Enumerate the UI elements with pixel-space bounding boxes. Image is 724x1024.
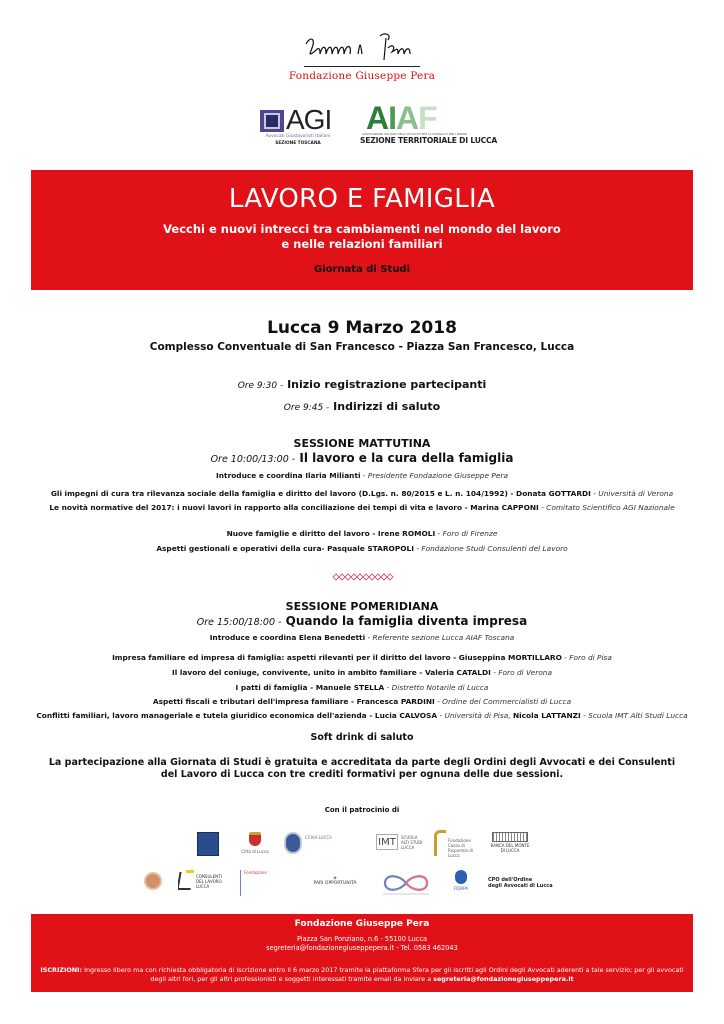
agi-logo-section: SEZIONE TOSCANA	[275, 141, 321, 146]
morning-session-time	[0, 451, 724, 465]
schedule-label: Indirizzi di saluto	[333, 400, 441, 413]
cpo-avvocati-logo: CPO dell'Ordine degli Avvocati di Lucca	[488, 877, 553, 889]
aiaf-logo-section: SEZIONE TERRITORIALE DI LUCCA	[360, 136, 498, 145]
event-type: Giornata di Studi	[313, 264, 411, 275]
talk-line: Il lavoro del coniuge, convivente, unito in ambito familiare - Valeria CATALDI - Foro di Verona	[172, 668, 552, 677]
agi-mark-icon	[260, 110, 284, 132]
patronage-label: Con il patrocinio di	[324, 806, 400, 814]
infinity-logo	[377, 870, 435, 896]
fondazione-crl-logo: Fondazione Cassa di Risparmio di Lucca	[432, 830, 476, 858]
schedule-label: Inizio registrazione partecipanti	[287, 378, 487, 391]
aiaf-logo	[360, 100, 498, 152]
schedule-time: Ore 9:45 -	[283, 403, 330, 413]
fondazione-logo-small: Fondazione	[240, 870, 268, 896]
afternoon-time: Ore 15:00/18:00 -	[196, 617, 282, 628]
event-title: LAVORO E FAMIGLIA	[228, 184, 496, 214]
afternoon-session-time	[0, 614, 724, 628]
title-banner	[31, 170, 693, 290]
afternoon-topic: Quando la famiglia diventa impresa	[285, 614, 528, 628]
footer-address: Piazza San Ponziano, n.6 - 55100 Lucca	[296, 935, 428, 943]
consulenti-lavoro-logo: CONSULENTI DEL LAVORO LUCCA	[178, 870, 226, 894]
soft-drink-note: Soft drink di saluto	[310, 732, 414, 743]
signature-underline	[304, 66, 420, 67]
event-subtitle-line-1: Vecchi e nuovi intrecci tra cambiamenti nel mondo del lavoro	[163, 222, 561, 236]
aiaf-logo-tagline: ASSOCIAZIONE ITALIANA DEGLI AVVOCATI PER LA FAMIGLIA E PER I MINORI	[362, 132, 468, 136]
footer-contact[interactable]: segreteria@fondazionegiuseppepera.it - Tel. 0583 462043	[266, 944, 458, 952]
talk-line: Gli impegni di cura tra rilevanza sociale della famiglia e diritto del lavoro (D.Lgs. n. 80/2015 e L. n. 104/1992) - Donata GOTTARDI - Università di Verona	[50, 489, 674, 498]
morning-topic: Il lavoro e la cura della famiglia	[299, 451, 514, 465]
registration-info	[37, 966, 687, 984]
talk-line: Introduce e coordina Ilaria Milianti - Presidente Fondazione Giuseppe Pera	[216, 471, 508, 480]
talk-line: Aspetti gestionali e operativi della cura- Pasquale STAROPOLI - Fondazione Studi Consulenti del Lavoro	[156, 544, 568, 553]
pari-opportunita-logo: ✦ PARI OPPORTUNITÀ	[313, 876, 357, 886]
registration-email-link[interactable]: segreteria@fondazionegiuseppepera.it	[433, 975, 574, 983]
talk-line: I patti di famiglia - Manuele STELLA - Distretto Notarile di Lucca	[235, 683, 489, 692]
schedule-item	[0, 400, 724, 413]
event-date: Lucca 9 Marzo 2018	[267, 318, 457, 338]
event-subtitle-line-2: e nelle relazioni familiari	[281, 237, 443, 251]
accreditation-notice: La partecipazione alla Giornata di Studi è gratuita e accreditata da parte degli Ordini degli Avvocati e dei Consulenti del Lavoro di Lucca con tre crediti formativi per ognuna delle due sessioni.	[48, 757, 676, 780]
morning-time: Ore 10:00/13:00 -	[210, 454, 296, 465]
talk-line: Introduce e coordina Elena Benedetti - Referente sezione Lucca AIAF Toscana	[209, 633, 515, 642]
event-subtitle	[31, 222, 693, 252]
schedule-item	[0, 378, 724, 391]
talk-line: Aspetti fiscali e tributari dell'impresa familiare - Francesca PARDINI - Ordine dei Commercialisti di Lucca	[152, 697, 572, 706]
registration-label: ISCRIZIONI:	[40, 966, 83, 974]
aiaf-logo-text: AIAF	[366, 100, 437, 136]
morning-session-title: SESSIONE MATTUTINA	[293, 437, 431, 450]
talk-line: Conflitti familiari, lavoro manageriale e tutela giuridico economica dell'azienda - Lucia CALVOSA - Università di Pisa, Nicola LATTANZI - Scuola IMT Alti Studi Lucca	[36, 711, 688, 720]
foundation-name: Fondazione Giuseppe Pera	[288, 70, 436, 82]
talk-line: Le novità normative del 2017: i nuovi lavori in rapporto alla conciliazione dei tempi di vita e lavoro - Marina CAPPONI - Comitato Scientifico AGI Nazionale	[49, 503, 675, 512]
agi-logo-text: AGI	[286, 104, 332, 135]
provincia-lucca-logo	[197, 832, 219, 856]
banca-monte-logo: BANCA DEL MONTE DI LUCCA	[488, 832, 532, 856]
signature-logo	[300, 30, 424, 70]
talk-line: Impresa familiare ed impresa di famiglia: aspetti rilevanti per il diritto del lavoro - Giuseppina MORTILLARO - Foro di Pisa	[112, 653, 612, 662]
diamond-chain-divider	[332, 573, 394, 581]
footer-foundation-name: Fondazione Giuseppe Pera	[294, 919, 430, 929]
ordine-seal-logo	[144, 872, 162, 890]
imt-logo: IMT SCUOLA ALTI STUDI LUCCA	[376, 832, 426, 854]
schedule-time: Ore 9:30 -	[237, 381, 284, 391]
agi-logo-subtitle: Avvocati Giuslavoristi Italiani	[265, 134, 331, 139]
registration-text: Ingresso libero ma con richiesta obbligatoria di iscrizione entro il 6 marzo 2017 tramite la piattaforma Sfera per gli iscritti agli Ordini degli Avvocati aderenti a tale servizio; per gli avvocati degli altri fori, per gli altri professionisti e soggetti interessati tramite email da inviare a	[82, 966, 684, 983]
agi-logo	[258, 104, 340, 150]
citta-lucca-logo: Città di Lucca	[240, 832, 270, 858]
afternoon-session-title: SESSIONE POMERIDIANA	[285, 600, 439, 613]
fidapa-logo: FIDAPA	[452, 870, 470, 896]
talk-line: Nuove famiglie e diritto del lavoro - Irene ROMOLI - Foro di Firenze	[226, 529, 498, 538]
event-venue: Complesso Conventuale di San Francesco - Piazza San Francesco, Lucca	[149, 341, 575, 353]
camera-commercio-logo: CCIAA LUCCA	[284, 832, 354, 856]
footer-banner	[31, 914, 693, 992]
